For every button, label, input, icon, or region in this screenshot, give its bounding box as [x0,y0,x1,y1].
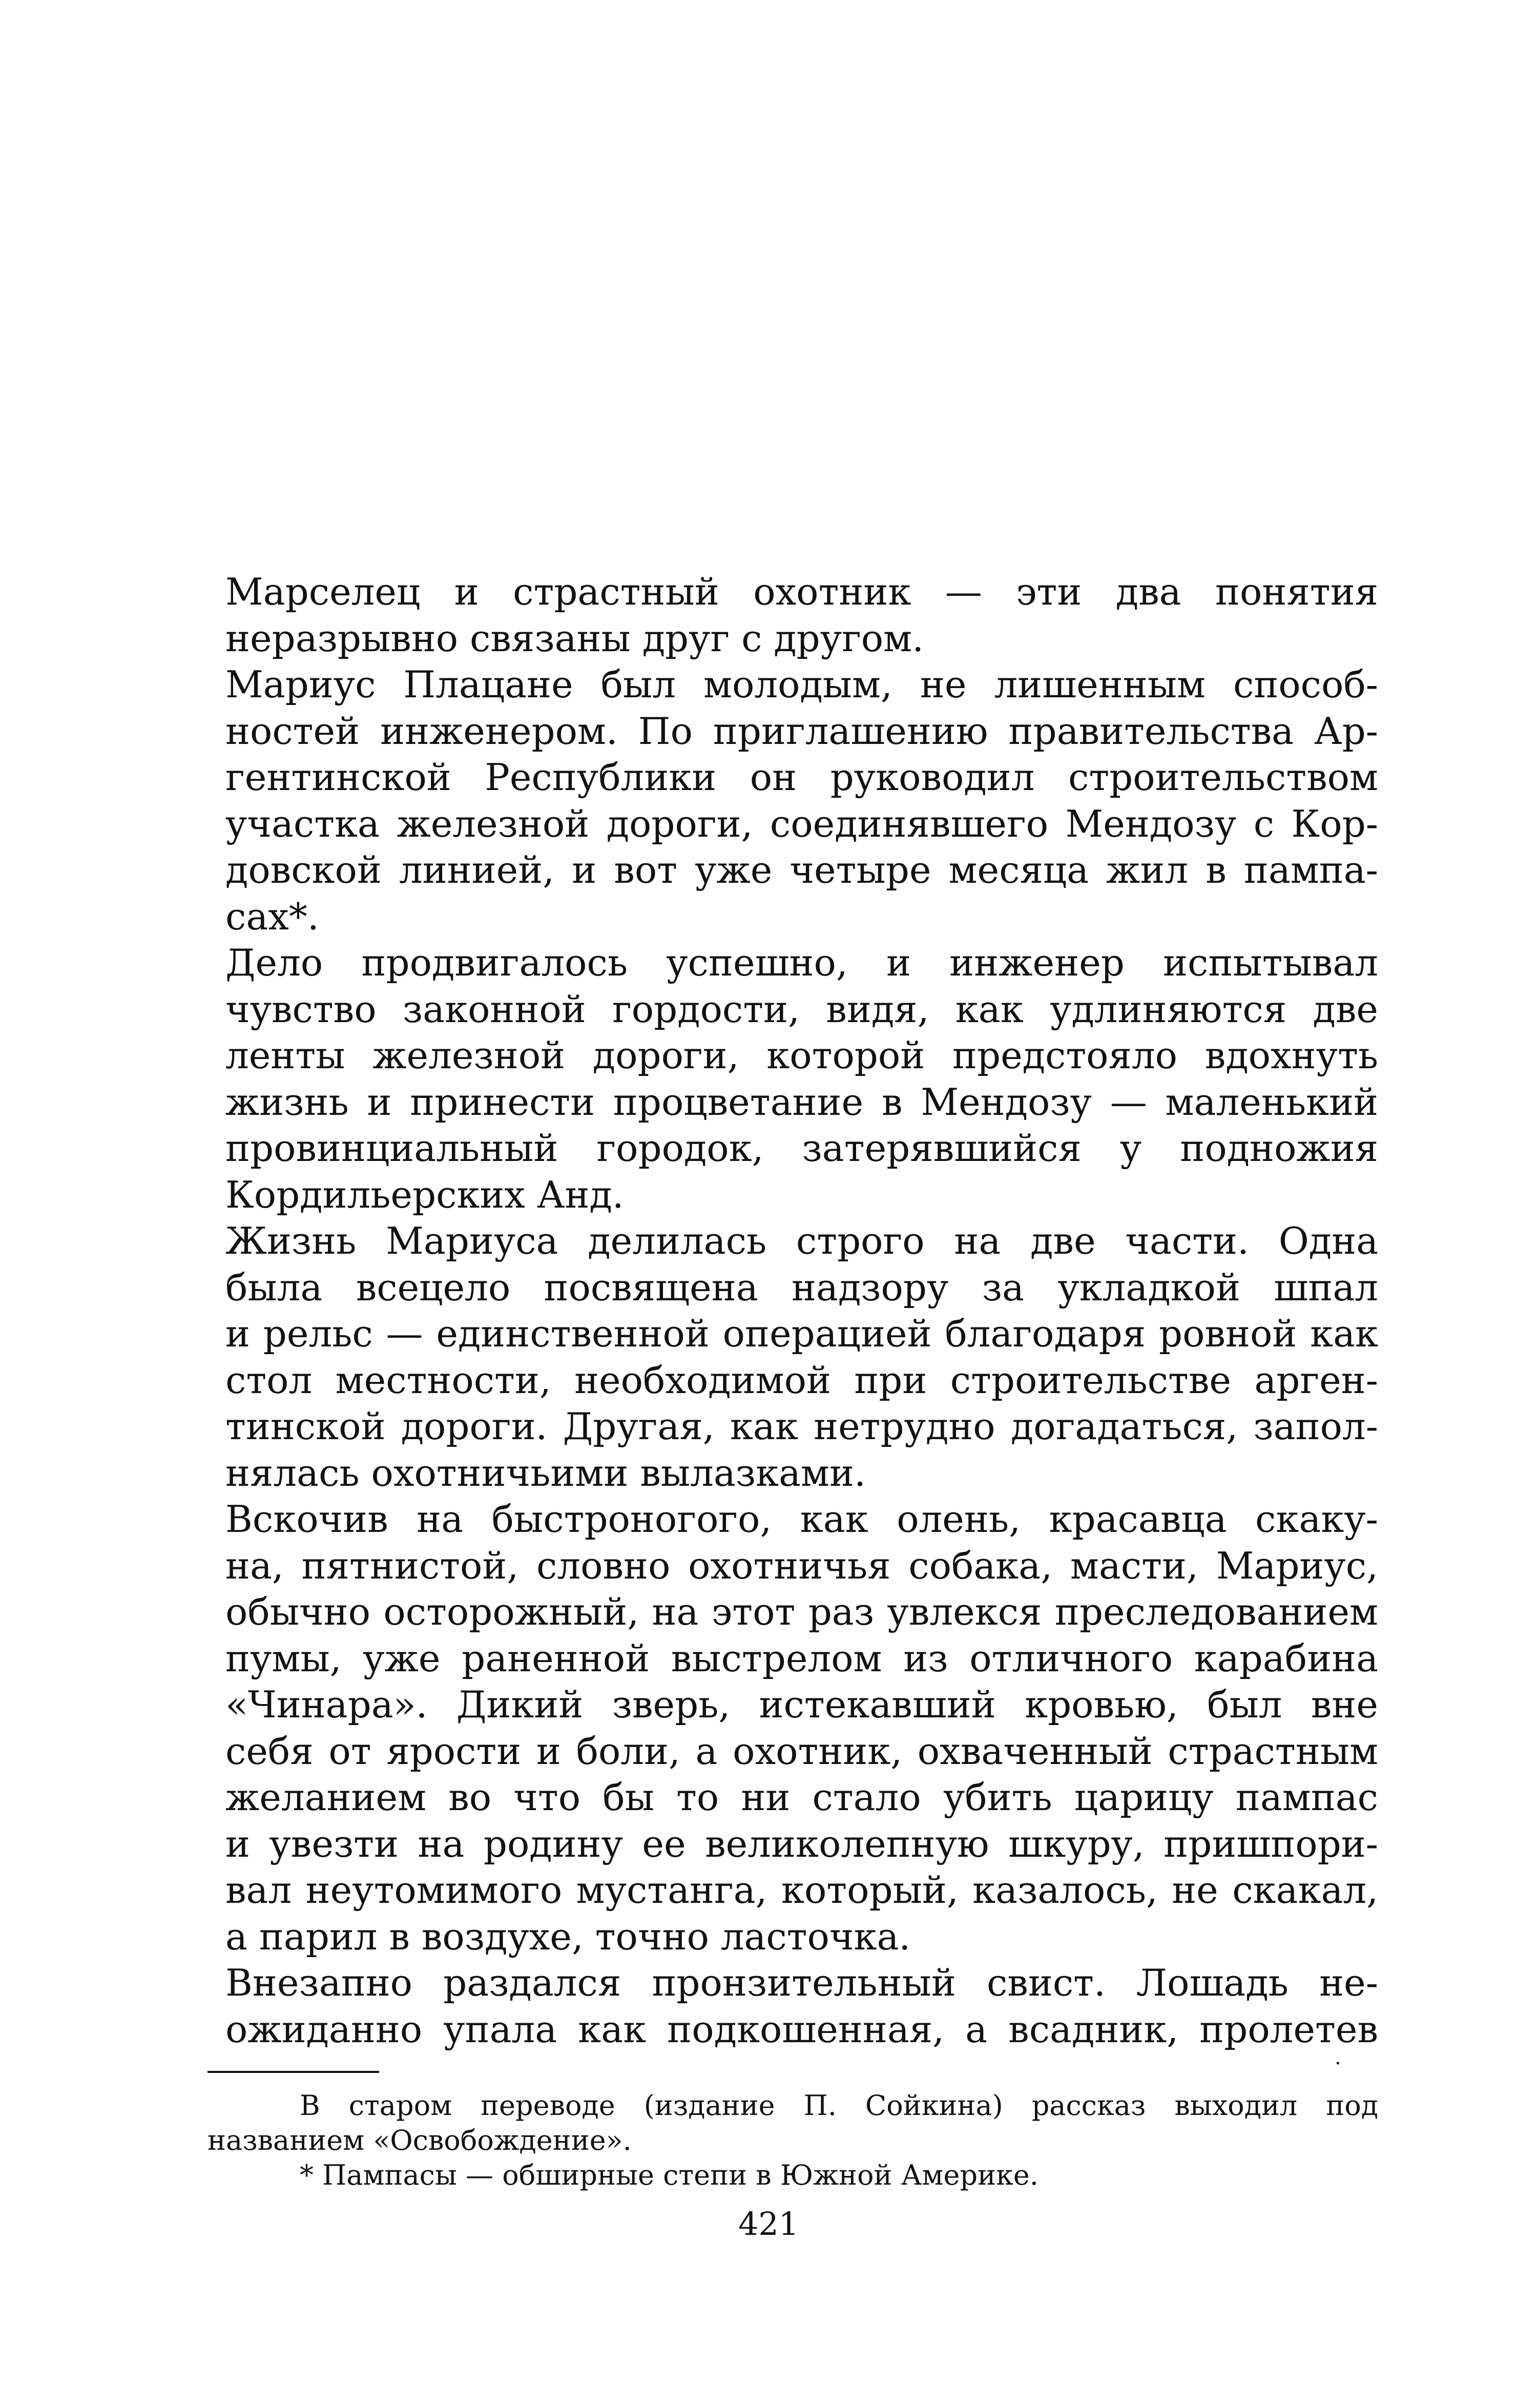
text-line: «Чинара». Дикий зверь, истекавший кровью, был вне [225,1683,1378,1726]
text-line: а парил в воздухе, точно ласточка. [225,1915,911,1958]
text-line: пумы, уже раненной выстрелом из отличного карабина [225,1636,1378,1680]
text-line: себя от ярости и боли, а охотник, охваченный страстным [225,1729,1378,1773]
paragraph-1 [225,569,1378,661]
text-line: чувство законной гордости, видя, как удлиняются две [225,987,1378,1031]
paragraph-2 [225,661,1378,940]
footnote-separator [207,2071,379,2073]
text-line: Жизнь Мариуса делилась строго на две части. Одна [225,1219,1378,1262]
text-line: вал неутомимого мустанга, который, казалось, не скакал, [225,1869,1378,1912]
text-line: Мариус Плацане был молодым, не лишенным способ- [225,663,1378,706]
text-line: обычно осторожный, на этот раз увлекся преследованием [225,1590,1378,1633]
text-line: желанием во что бы то ни стало убить царицу пампас [225,1776,1378,1819]
text-line: Вскочив на быстроногого, как олень, красавца скаку- [225,1498,1378,1541]
text-line: ностей инженером. По приглашению правительства Ар- [225,709,1378,753]
footnote-1-line-1: В старом переводе (издание П. Сойкина) рассказ выходил под [300,2089,1378,2122]
text-line: была всецело посвящена надзору за укладкой шпал [225,1265,1378,1309]
text-line: Внезапно раздался пронзительный свист. Лошадь не- [225,1961,1378,2004]
text-line: ожиданно упала как подкошенная, а всадник, пролетев [225,2007,1378,2051]
text-line: стол местности, необходимой при строительстве арген- [225,1358,1378,1402]
text-line: участка железной дороги, соединявшего Мендозу с Кор- [225,802,1378,845]
footnote-2: * Пампасы — обширные степи в Южной Америке. [300,2159,1038,2191]
paragraph-6 [225,1960,1378,2052]
text-line: провинциальный городок, затерявшийся у подножия [225,1127,1378,1170]
text-line: и увезти на родину ее великолепную шкуру, пришпори- [225,1822,1378,1865]
text-line: на, пятнистой, словно охотничья собака, масти, Мариус, [225,1544,1378,1587]
text-line: сах*. [225,895,319,938]
text-line: тинской дороги. Другая, как нетрудно догадаться, запол- [225,1405,1378,1448]
text-line: Марселец и страстный охотник — эти два понятия [225,570,1378,613]
main-text [225,569,1378,2052]
text-line: неразрывно связаны друг с другом. [225,616,924,660]
text-line: довской линией, и вот уже четыре месяца жил в пампа- [225,848,1378,891]
text-line: Дело продвигалось успешно, и инженер испытывал [225,941,1378,984]
paragraph-3 [225,940,1378,1218]
footnotes [207,2088,1378,2193]
page-number: 421 [738,2205,799,2243]
paragraph-5 [225,1496,1378,1960]
paragraph-4 [225,1218,1378,1496]
text-line: ленты железной дороги, которой предстояло вдохнуть [225,1034,1378,1077]
text-line: и рельс — единственной операцией благодаря ровной как [225,1312,1378,1355]
text-line: гентинской Республики он руководил строительством [225,756,1378,799]
text-line: нялась охотничьими вылазками. [225,1451,866,1494]
footnote-1-line-2: названием «Освобождение». [207,2124,632,2156]
text-line: Кордильерских Анд. [225,1173,624,1216]
printing-mark: · [1335,2052,1341,2075]
text-line: жизнь и принести процветание в Мендозу — маленький [225,1080,1378,1124]
